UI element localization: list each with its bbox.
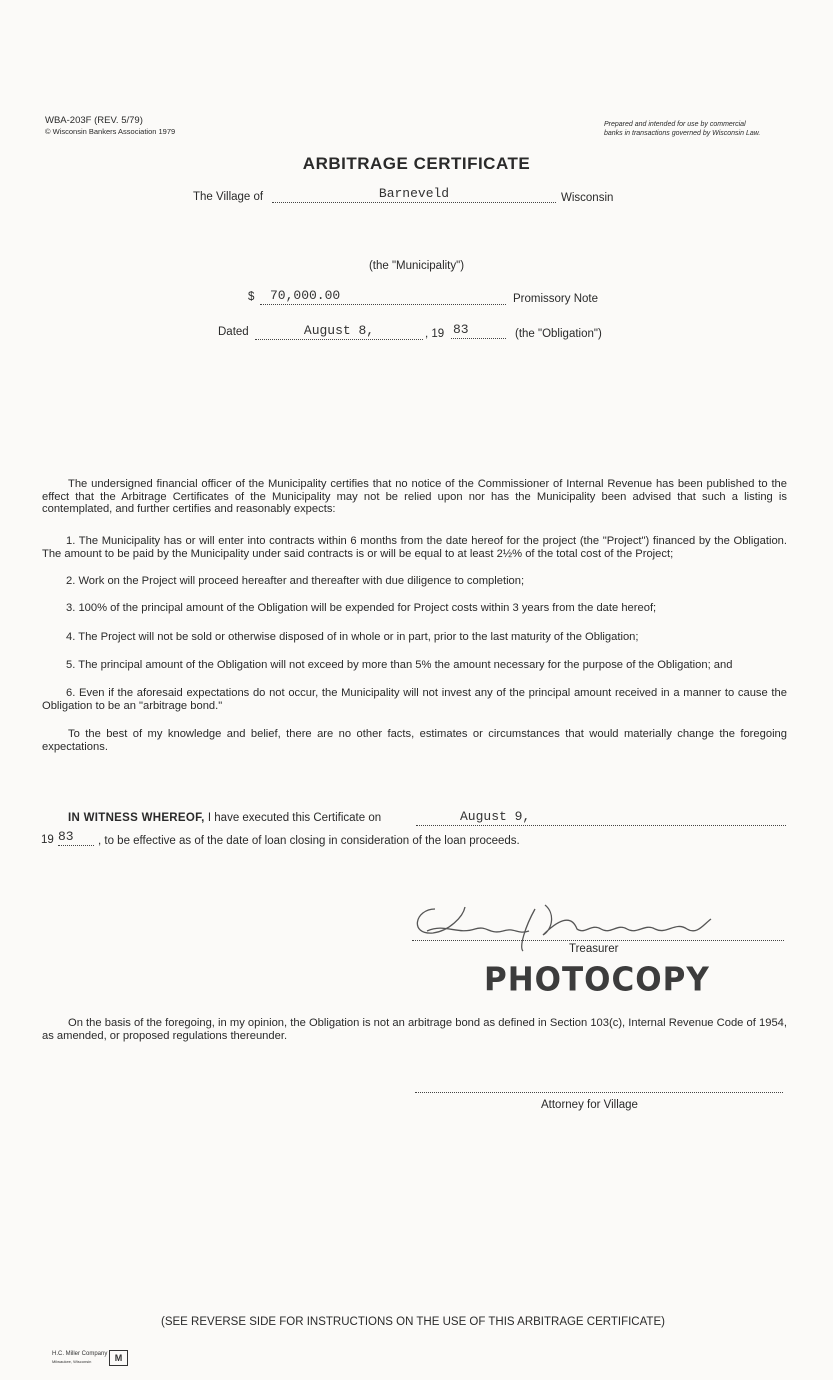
- witness-bold: IN WITNESS WHEREOF,: [68, 812, 205, 824]
- state-label: Wisconsin: [561, 192, 614, 204]
- witness-date-field[interactable]: August 9,: [416, 809, 786, 826]
- witness-text: I have executed this Certificate on: [207, 812, 382, 824]
- printer-mark: [52, 1350, 128, 1366]
- attorney-label: Attorney for Village: [541, 1099, 638, 1111]
- note-type-label: Promissory Note: [513, 293, 598, 305]
- form-usage-note-line1: Prepared and intended for use by commercial: [604, 121, 746, 128]
- dated-label: Dated: [218, 326, 249, 338]
- form-copyright: © Wisconsin Bankers Association 1979: [45, 127, 176, 136]
- form-code-block: [45, 115, 175, 137]
- municipality-label: (the "Municipality"): [368, 260, 465, 272]
- witness-line: [68, 812, 381, 824]
- obligation-label: (the "Obligation"): [515, 328, 602, 340]
- signature-scribble: [405, 895, 725, 955]
- printer-logo-icon: M: [109, 1350, 128, 1366]
- form-usage-note: [604, 120, 794, 138]
- photocopy-stamp: PHOTOCOPY: [484, 961, 710, 999]
- document-title: ARBITRAGE CERTIFICATE: [302, 154, 531, 173]
- item-4: 4. The Project will not be sold or otherwise disposed of in whole or in part, prior to the last maturity of the Obligation;: [66, 631, 639, 643]
- form-usage-note-line2: banks in transactions governed by Wisconsin Law.: [604, 130, 761, 137]
- intro-paragraph: The undersigned financial officer of the Municipality certifies that no notice of the Commissioner of Internal Revenue has been published to the effect that the Arbitrage Certificates of the Municipality may not be relied upon nor has the Municipality been advised that such a listing is contemplated, and further certifies and reasonably expects:: [42, 478, 787, 515]
- dollar-sign: $: [248, 291, 255, 303]
- year-field[interactable]: 83: [451, 322, 506, 339]
- witness-year-prefix: 19: [41, 834, 54, 846]
- opinion-paragraph: On the basis of the foregoing, in my opinion, the Obligation is not an arbitrage bond as defined in Section 103(c), Internal Revenue Code of 1954, as amended, or proposed regulations thereunder.: [42, 1017, 787, 1042]
- year-prefix: , 19: [425, 328, 445, 340]
- closing-paragraph: To the best of my knowledge and belief, there are no other facts, estimates or circumstances that would materially change the foregoing expectations.: [42, 728, 787, 753]
- date-field[interactable]: August 8,: [255, 323, 423, 340]
- witness-suffix: , to be effective as of the date of loan closing in consideration of the loan proceeds.: [98, 835, 520, 847]
- item-3: 3. 100% of the principal amount of the Obligation will be expended for Project costs within 3 years from the date hereof;: [66, 602, 657, 614]
- village-name-field[interactable]: Barneveld: [272, 186, 556, 203]
- printer-city: Milwaukee, Wisconsin: [52, 1359, 92, 1364]
- item-5: 5. The principal amount of the Obligation will not exceed by more than 5% the amount necessary for the purpose of the Obligation; and: [66, 659, 733, 671]
- signer-title: Treasurer: [569, 943, 619, 955]
- attorney-signature-line[interactable]: [415, 1092, 783, 1093]
- reverse-side-note: (SEE REVERSE SIDE FOR INSTRUCTIONS ON THE USE OF THIS ARBITRAGE CERTIFICATE): [161, 1316, 665, 1328]
- amount-field[interactable]: 70,000.00: [260, 288, 506, 305]
- item-2: 2. Work on the Project will proceed hereafter and thereafter with due diligence to completion;: [66, 575, 525, 587]
- form-code: WBA-203F (REV. 5/79): [45, 115, 143, 126]
- item-6: 6. Even if the aforesaid expectations do not occur, the Municipality will not invest any of the principal amount received in a manner to cause the Obligation to be an "arbitrage bond.": [42, 687, 787, 712]
- printer-name: H.C. Miller Company: [52, 1351, 108, 1357]
- item-1: 1. The Municipality has or will enter into contracts within 6 months from the date hereof for the project (the "Project") financed by the Obligation. The amount to be paid by the Municipality under said contracts is or will be equal to at least 2½% of the total cost of the Project;: [42, 535, 787, 560]
- witness-year-field[interactable]: 83: [58, 829, 94, 846]
- signature-line[interactable]: [412, 940, 784, 941]
- village-prefix: The Village of: [193, 191, 264, 203]
